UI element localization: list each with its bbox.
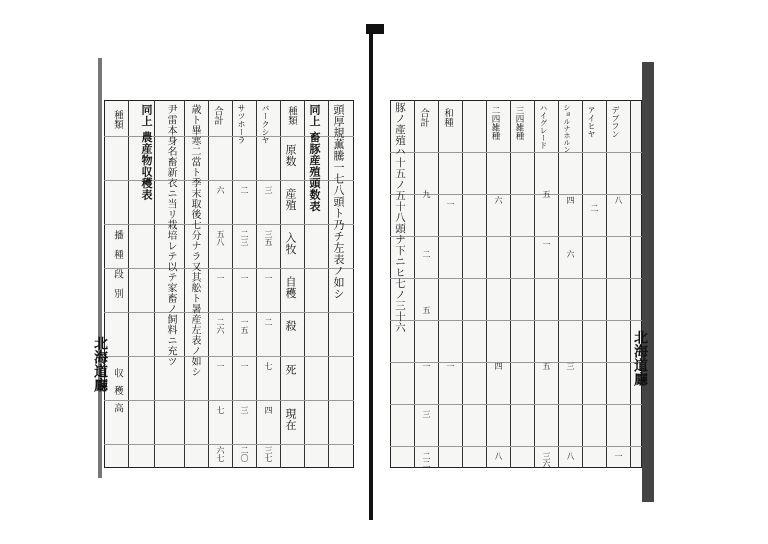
- r-col4-1: 一: [542, 240, 551, 248]
- berkshire-0: 三: [264, 186, 273, 194]
- total-4: 一: [216, 362, 225, 370]
- satsuma-2: 一: [240, 274, 249, 282]
- r-col6-0: 六: [494, 196, 503, 204]
- left-title-2: 同上 畜豚産殖頭数表: [308, 104, 321, 212]
- total-6: 六七: [216, 446, 225, 462]
- r-col1-7: 一: [614, 452, 623, 460]
- header-satsuma: サツホーラ: [237, 104, 246, 144]
- header-kinds: 種類: [286, 106, 297, 125]
- left-title-3: 同上 農産物収穫表: [140, 104, 153, 201]
- berkshire-4: 七: [264, 362, 273, 370]
- r-col3-0: 四: [566, 196, 575, 204]
- note-line-1: 歳ト畢寒二當ト季末取後七分ナラ又其舩ト暑産左表ノ如シ: [189, 104, 200, 377]
- right-page-edge: [642, 62, 654, 502]
- satsuma-5: 三: [240, 406, 249, 414]
- satsuma-3: 一五: [240, 318, 249, 334]
- berkshire-6: 三七: [264, 446, 273, 462]
- r-col3-4: 三: [566, 362, 575, 370]
- r-header-2: ショルナホルン: [563, 104, 571, 153]
- r-col3-7: 八: [566, 452, 575, 460]
- r-col8-4: 一: [422, 362, 431, 370]
- r-col6-4: 四: [494, 362, 503, 370]
- total-5: 七: [216, 406, 225, 414]
- r-col4-7: 三六: [542, 452, 551, 468]
- r-header-0: デブフン: [611, 106, 620, 138]
- r-col8-2: 二: [422, 250, 431, 258]
- note-line-2: 尹雷本身名畜新衣ニ当リ栽培レテ以テ家畜ノ飼料ニ充ツ: [165, 104, 176, 367]
- total-3: 二六: [216, 318, 225, 334]
- header-total: 合計: [212, 106, 223, 125]
- r-col8-3: 五: [422, 306, 431, 314]
- r-header-7: 合計: [418, 108, 429, 127]
- total-1: 五八: [216, 230, 225, 246]
- right-intro: 豚ノ產殖ハ十五ノ五十八頭ナ下ニヒ七ノ三十六: [394, 102, 406, 333]
- left-title-1: 頭厚規薫騰一七八頭ト乃チ左表ノ如シ: [332, 104, 345, 300]
- berkshire-5: 四: [264, 406, 273, 414]
- total-2: 一: [216, 274, 225, 282]
- r-col8-0: 九: [422, 190, 431, 198]
- left-page: [92, 100, 354, 468]
- crop-header-kinds: 種類: [112, 110, 123, 129]
- r-col7-4: 一: [446, 362, 455, 370]
- row-label-4: 殺: [284, 320, 297, 332]
- r-col6-7: 八: [494, 452, 503, 460]
- crop-header-harvest: 収穫高: [112, 368, 123, 421]
- r-header-5: 二四雑種: [490, 106, 500, 140]
- left-page-edge: [98, 58, 102, 478]
- row-label-3: 自穫: [284, 276, 297, 299]
- row-label-2: 入牧: [284, 232, 297, 255]
- satsuma-0: 二: [240, 186, 249, 194]
- crop-header-area: 播種段別: [112, 230, 123, 308]
- r-col4-4: 五: [542, 362, 551, 370]
- berkshire-2: 一: [264, 274, 273, 282]
- row-label-5: 死: [284, 364, 297, 376]
- berkshire-1: 三五: [264, 230, 273, 246]
- r-col3-2: 六: [566, 250, 575, 258]
- row-label-6: 現在: [284, 408, 297, 431]
- satsuma-4: 一: [240, 362, 249, 370]
- r-col4-0: 五: [542, 190, 551, 198]
- total-0: 六: [216, 186, 225, 194]
- r-header-3: ハイグレード: [539, 104, 548, 149]
- left-seal: 北海道廳: [92, 336, 108, 392]
- header-berkshire: バークシヤ: [261, 104, 270, 144]
- r-col1-0: 八: [614, 196, 623, 204]
- r-col2-0: 二: [590, 204, 599, 212]
- right-page: [390, 100, 648, 468]
- row-label-1: 産殖: [284, 188, 297, 211]
- r-col7-0: 一: [446, 200, 455, 208]
- r-header-6: 和種: [442, 108, 453, 127]
- r-header-1: アイヒヤ: [587, 106, 596, 138]
- row-label-0: 原数: [284, 144, 297, 167]
- satsuma-1: 二三: [240, 230, 249, 246]
- berkshire-3: 二: [264, 318, 273, 326]
- book-spine: [366, 24, 376, 520]
- right-seal: 北海道廳: [632, 330, 648, 386]
- r-col8-7: 二二: [422, 452, 431, 468]
- r-header-4: 三四雑種: [514, 106, 524, 140]
- satsuma-6: 二〇: [240, 446, 249, 462]
- r-col8-6: 三: [422, 410, 431, 418]
